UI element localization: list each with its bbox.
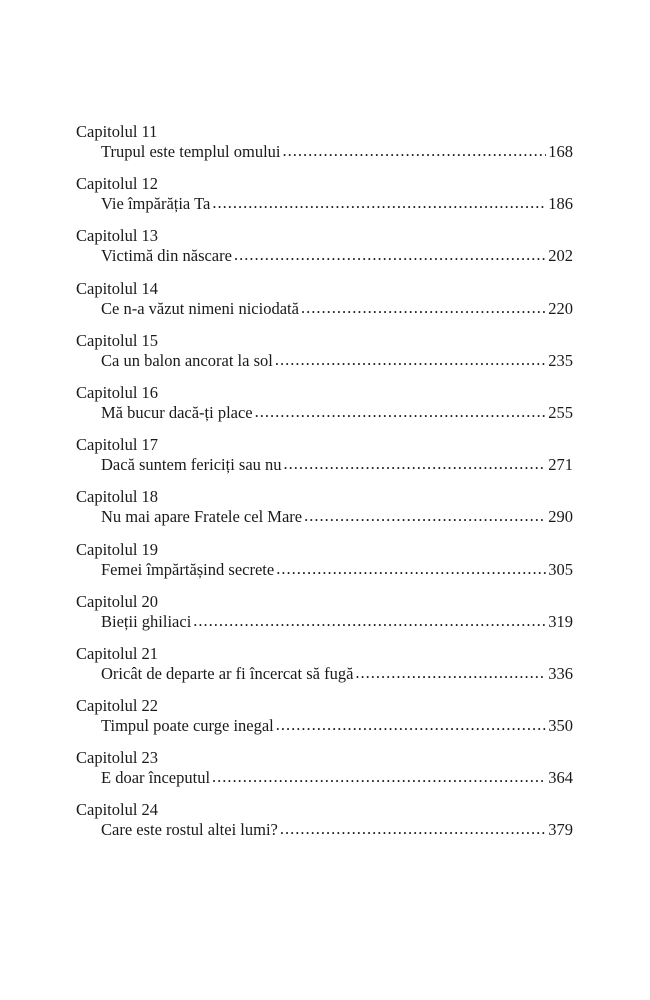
page-number: 350 [548, 716, 573, 736]
chapter-line [101, 507, 573, 527]
chapter-line [101, 351, 573, 371]
dot-leader [280, 819, 546, 839]
page-number: 255 [548, 402, 573, 422]
dot-leader [283, 141, 547, 161]
toc-entry [76, 435, 573, 487]
toc-entry [76, 331, 573, 383]
dot-leader [212, 767, 546, 787]
chapter-heading: Capitolul 17 [76, 435, 159, 455]
page-number: 336 [548, 663, 573, 683]
toc-entry [76, 226, 573, 278]
chapter-line [101, 455, 573, 475]
chapter-title: Oricât de departe ar fi încercat să fugă [101, 663, 354, 683]
table-of-contents [76, 122, 573, 853]
dot-leader [275, 350, 546, 370]
chapter-heading: Capitolul 24 [76, 800, 159, 820]
chapter-title: Care este rostul altei lumi? [101, 820, 278, 840]
toc-entry [76, 122, 573, 174]
dot-leader [304, 506, 546, 526]
chapter-heading: Capitolul 19 [76, 539, 159, 559]
page-number: 319 [548, 611, 573, 631]
chapter-title: Femei împărtășind secrete [101, 559, 275, 579]
chapter-heading: Capitolul 23 [76, 748, 159, 768]
toc-entry [76, 383, 573, 435]
page-number: 379 [548, 820, 573, 840]
chapter-title: Mă bucur dacă-ți place [101, 402, 253, 422]
dot-leader [301, 298, 546, 318]
page-number: 290 [548, 507, 573, 527]
chapter-line [101, 560, 573, 580]
chapter-line [101, 768, 573, 788]
toc-entry [76, 644, 573, 696]
page-number: 186 [548, 194, 573, 214]
dot-leader [193, 611, 546, 631]
toc-entry [76, 487, 573, 539]
chapter-heading: Capitolul 13 [76, 226, 159, 246]
chapter-heading: Capitolul 15 [76, 330, 159, 350]
chapter-title: Vie împărăția Ta [101, 194, 211, 214]
page-number: 305 [548, 559, 573, 579]
chapter-title: Victimă din născare [101, 246, 232, 266]
dot-leader [234, 245, 546, 265]
page-number: 168 [548, 142, 573, 161]
chapter-line [101, 820, 573, 840]
toc-entry [76, 540, 573, 592]
dot-leader [212, 193, 546, 213]
toc-entry [76, 748, 573, 800]
chapter-line [101, 716, 573, 736]
toc-entry [76, 800, 573, 852]
chapter-heading: Capitolul 18 [76, 487, 159, 507]
dot-leader [355, 663, 546, 683]
chapter-line [101, 246, 573, 266]
chapter-title: Ca un balon ancorat la sol [101, 350, 273, 370]
chapter-line [101, 194, 573, 214]
chapter-title: Timpul poate curge inegal [101, 716, 274, 736]
chapter-heading: Capitolul 20 [76, 591, 159, 611]
chapter-title: E doar începutul [101, 768, 211, 788]
toc-entry [76, 592, 573, 644]
chapter-heading: Capitolul 22 [76, 696, 159, 716]
toc-entry [76, 696, 573, 748]
dot-leader [255, 402, 547, 422]
chapter-title: Trupul este templul omului [101, 142, 281, 161]
chapter-line [101, 403, 573, 423]
chapter-line [101, 664, 573, 684]
toc-entry [76, 174, 573, 226]
chapter-title: Nu mai apare Fratele cel Mare [101, 507, 303, 527]
dot-leader [276, 715, 546, 735]
chapter-line [101, 612, 573, 632]
chapter-title: Bieții ghiliaci [101, 611, 192, 631]
chapter-title: Ce n-a văzut nimeni niciodată [101, 298, 299, 318]
page-number: 202 [548, 246, 573, 266]
chapter-heading: Capitolul 21 [76, 643, 159, 663]
page-number: 271 [548, 455, 573, 475]
chapter-line [101, 299, 573, 319]
chapter-heading: Capitolul 11 [76, 122, 158, 141]
dot-leader [276, 559, 546, 579]
chapter-heading: Capitolul 16 [76, 382, 159, 402]
toc-entry [76, 279, 573, 331]
chapter-heading: Capitolul 14 [76, 278, 159, 298]
chapter-title: Dacă suntem fericiți sau nu [101, 455, 282, 475]
page-number: 235 [548, 350, 573, 370]
chapter-line [101, 142, 573, 162]
page-number: 220 [548, 298, 573, 318]
chapter-heading: Capitolul 12 [76, 174, 159, 194]
dot-leader [284, 454, 547, 474]
page-number: 364 [548, 768, 573, 788]
